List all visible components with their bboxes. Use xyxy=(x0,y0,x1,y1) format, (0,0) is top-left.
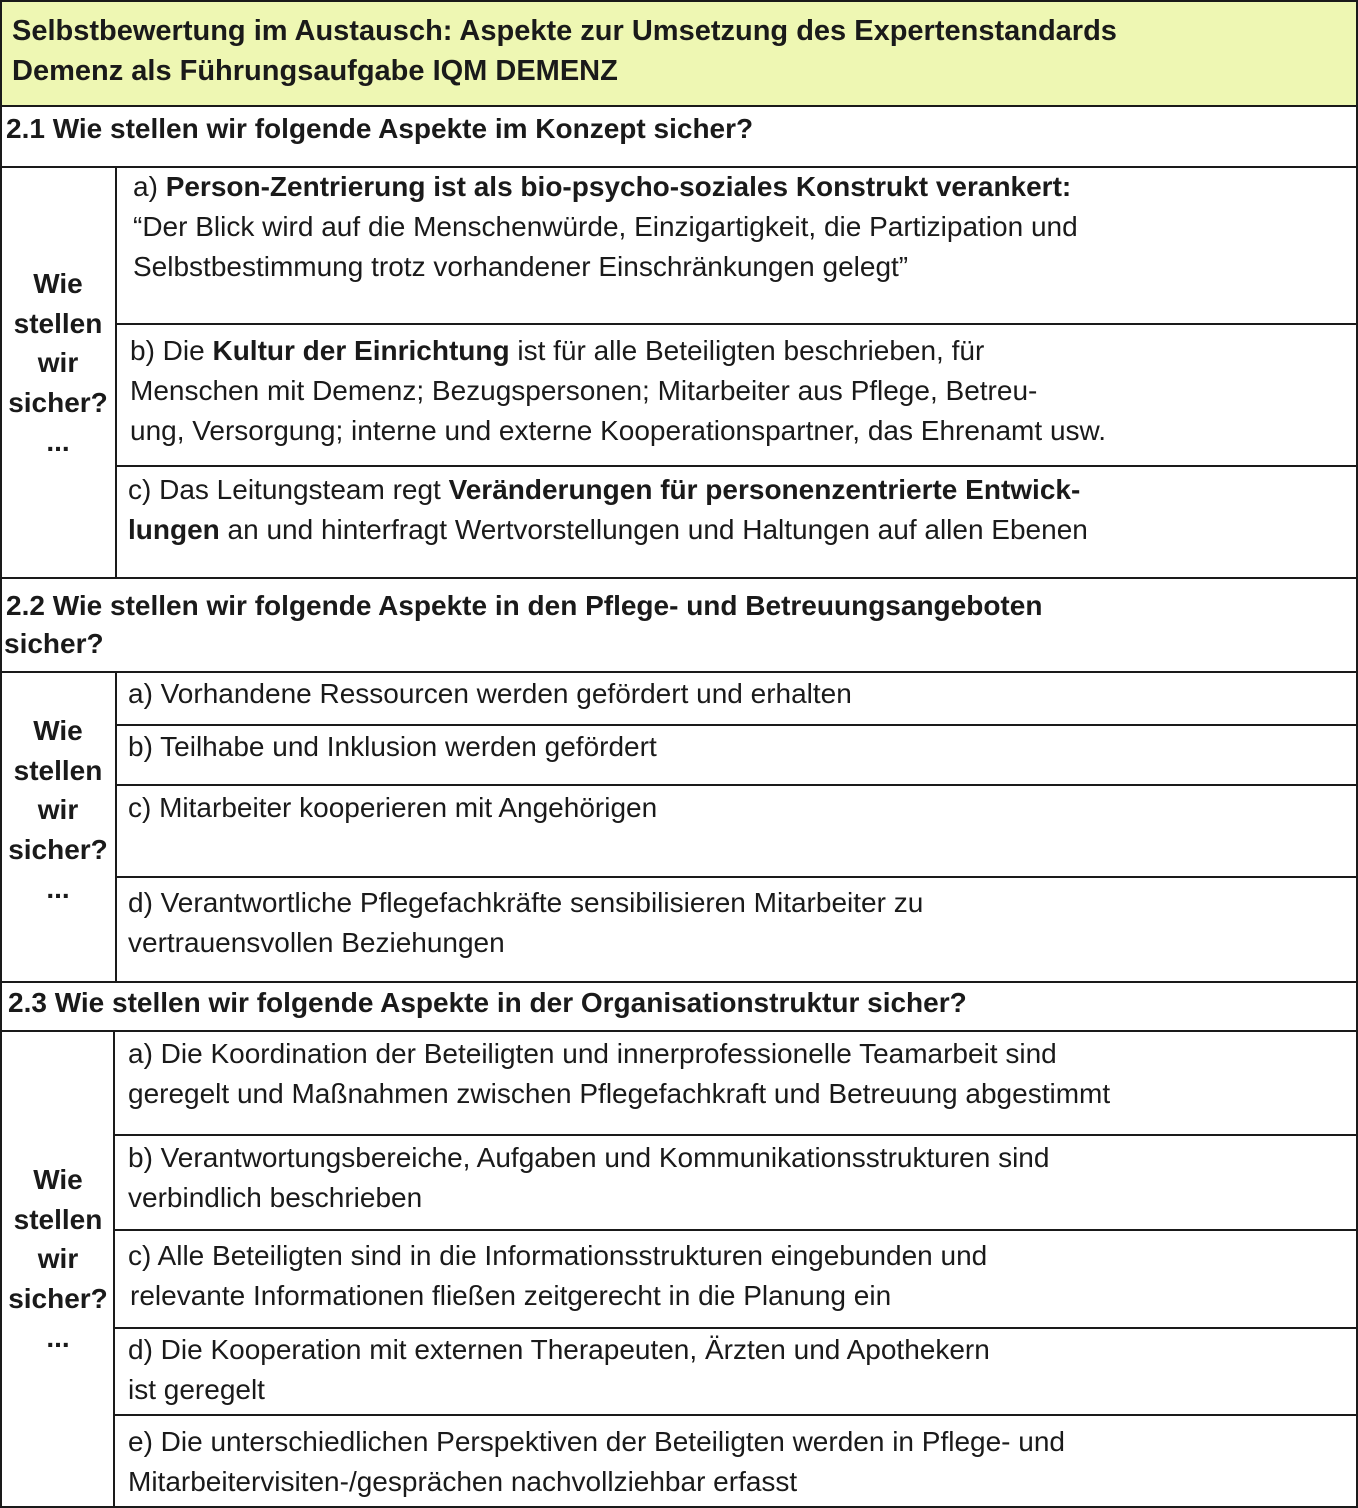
item-line: vertrauensvollen Beziehungen xyxy=(128,927,505,958)
side-label-line: stellen xyxy=(13,307,103,339)
title-line-1: Selbstbewertung im Austausch: Aspekte zur Umsetzung des Expertenstandards xyxy=(12,15,1117,47)
item-2-1-a xyxy=(133,167,1353,287)
side-label-line: wir xyxy=(37,347,79,378)
item-line: ung, Versorgung; interne und externe Kooperationspartner, das Ehrenamt usw. xyxy=(130,415,1106,446)
item-2-3-b xyxy=(128,1138,1348,1218)
item-text: an und hinterfragt Wertvorstellungen und Haltungen auf allen Ebenen xyxy=(219,514,1088,545)
item-2-3-c xyxy=(128,1236,1348,1316)
item-line: d) Verantwortliche Pflegefachkräfte sensibilisieren Mitarbeiter zu xyxy=(128,887,924,918)
item-line: c) Alle Beteiligten sind in die Informationsstrukturen eingebunden und xyxy=(128,1240,988,1271)
item-line: d) Die Kooperation mit externen Therapeuten, Ärzten und Apothekern xyxy=(128,1334,990,1365)
side-label-line: Wie xyxy=(33,268,83,299)
item-2-3-e xyxy=(128,1422,1348,1502)
item-2-2-a: a) Vorhandene Ressourcen werden gefördert und erhalten xyxy=(128,678,852,709)
item-line: ist geregelt xyxy=(128,1374,265,1405)
side-label-line: wir xyxy=(37,1243,79,1274)
item-prefix: b) Die xyxy=(130,335,213,366)
item-emphasis: Veränderungen für personenzentrierte Entwick- xyxy=(448,474,1081,505)
section-heading-2-1: 2.1 Wie stellen wir folgende Aspekte im Konzept sicher? xyxy=(6,113,754,144)
side-label-line: ... xyxy=(46,1322,70,1353)
side-label-line: stellen xyxy=(13,754,103,786)
item-2-1-c xyxy=(128,470,1348,550)
side-label-line: sicher? xyxy=(8,1282,108,1314)
side-label-line: Wie xyxy=(33,1164,83,1195)
item-text: ist für alle Beteiligten beschrieben, für xyxy=(509,335,985,366)
item-line: b) Verantwortungsbereiche, Aufgaben und Kommunikationsstrukturen sind xyxy=(128,1142,1050,1173)
item-line: e) Die unterschiedlichen Perspektiven der Beteiligten werden in Pflege- und xyxy=(128,1426,1065,1457)
item-prefix: c) Das Leitungsteam regt xyxy=(128,474,449,505)
side-label-2-3 xyxy=(2,1160,114,1358)
item-2-2-c: c) Mitarbeiter kooperieren mit Angehörigen xyxy=(128,792,658,823)
item-line: geregelt und Maßnahmen zwischen Pflegefachkraft und Betreuung abgestimmt xyxy=(128,1078,1111,1109)
item-line: verbindlich beschrieben xyxy=(128,1182,423,1213)
heading-line: 2.2 Wie stellen wir folgende Aspekte in den Pflege- und Betreuungsangeboten xyxy=(6,590,1043,621)
side-label-line: ... xyxy=(46,426,70,457)
side-label-2-2 xyxy=(2,711,114,909)
side-label-line: Wie xyxy=(33,715,83,746)
item-line: Menschen mit Demenz; Bezugspersonen; Mitarbeiter aus Pflege, Betreu- xyxy=(130,375,1038,406)
item-2-2-b: b) Teilhabe und Inklusion werden gefördert xyxy=(128,731,657,762)
item-line: relevante Informationen fließen zeitgerecht in die Planung ein xyxy=(130,1280,892,1311)
side-label-line: stellen xyxy=(13,1203,103,1235)
side-label-2-1 xyxy=(2,264,114,462)
heading-line: sicher? xyxy=(4,628,104,659)
title-line-2: Demenz als Führungsaufgabe IQM DEMENZ xyxy=(12,55,618,87)
item-2-2-d xyxy=(128,883,1348,963)
side-label-line: wir xyxy=(37,794,79,825)
item-emphasis: lungen xyxy=(128,514,220,545)
item-2-3-a xyxy=(128,1034,1348,1114)
item-2-1-b xyxy=(130,331,1350,451)
item-emphasis: Person-Zentrierung ist als bio-psycho-soziales Konstrukt verankert: xyxy=(165,171,1072,202)
side-label-line: ... xyxy=(46,873,70,904)
section-heading-2-3: 2.3 Wie stellen wir folgende Aspekte in der Organisationstruktur sicher? xyxy=(8,987,967,1018)
item-line: a) Die Koordination der Beteiligten und innerprofessionelle Teamarbeit sind xyxy=(128,1038,1057,1069)
section-heading-2-2 xyxy=(6,587,1042,663)
item-line: Selbstbestimmung trotz vorhandener Einschränkungen gelegt” xyxy=(133,251,909,282)
item-2-3-d xyxy=(128,1330,1348,1410)
side-label-line: sicher? xyxy=(8,386,108,418)
item-emphasis: Kultur der Einrichtung xyxy=(212,335,510,366)
side-label-line: sicher? xyxy=(8,833,108,865)
item-line: “Der Blick wird auf die Menschenwürde, Einzigartigkeit, die Partizipation und xyxy=(133,211,1078,242)
item-line: Mitarbeitervisiten-/gesprächen nachvollziehbar erfasst xyxy=(128,1466,798,1497)
item-prefix: a) xyxy=(133,171,166,202)
